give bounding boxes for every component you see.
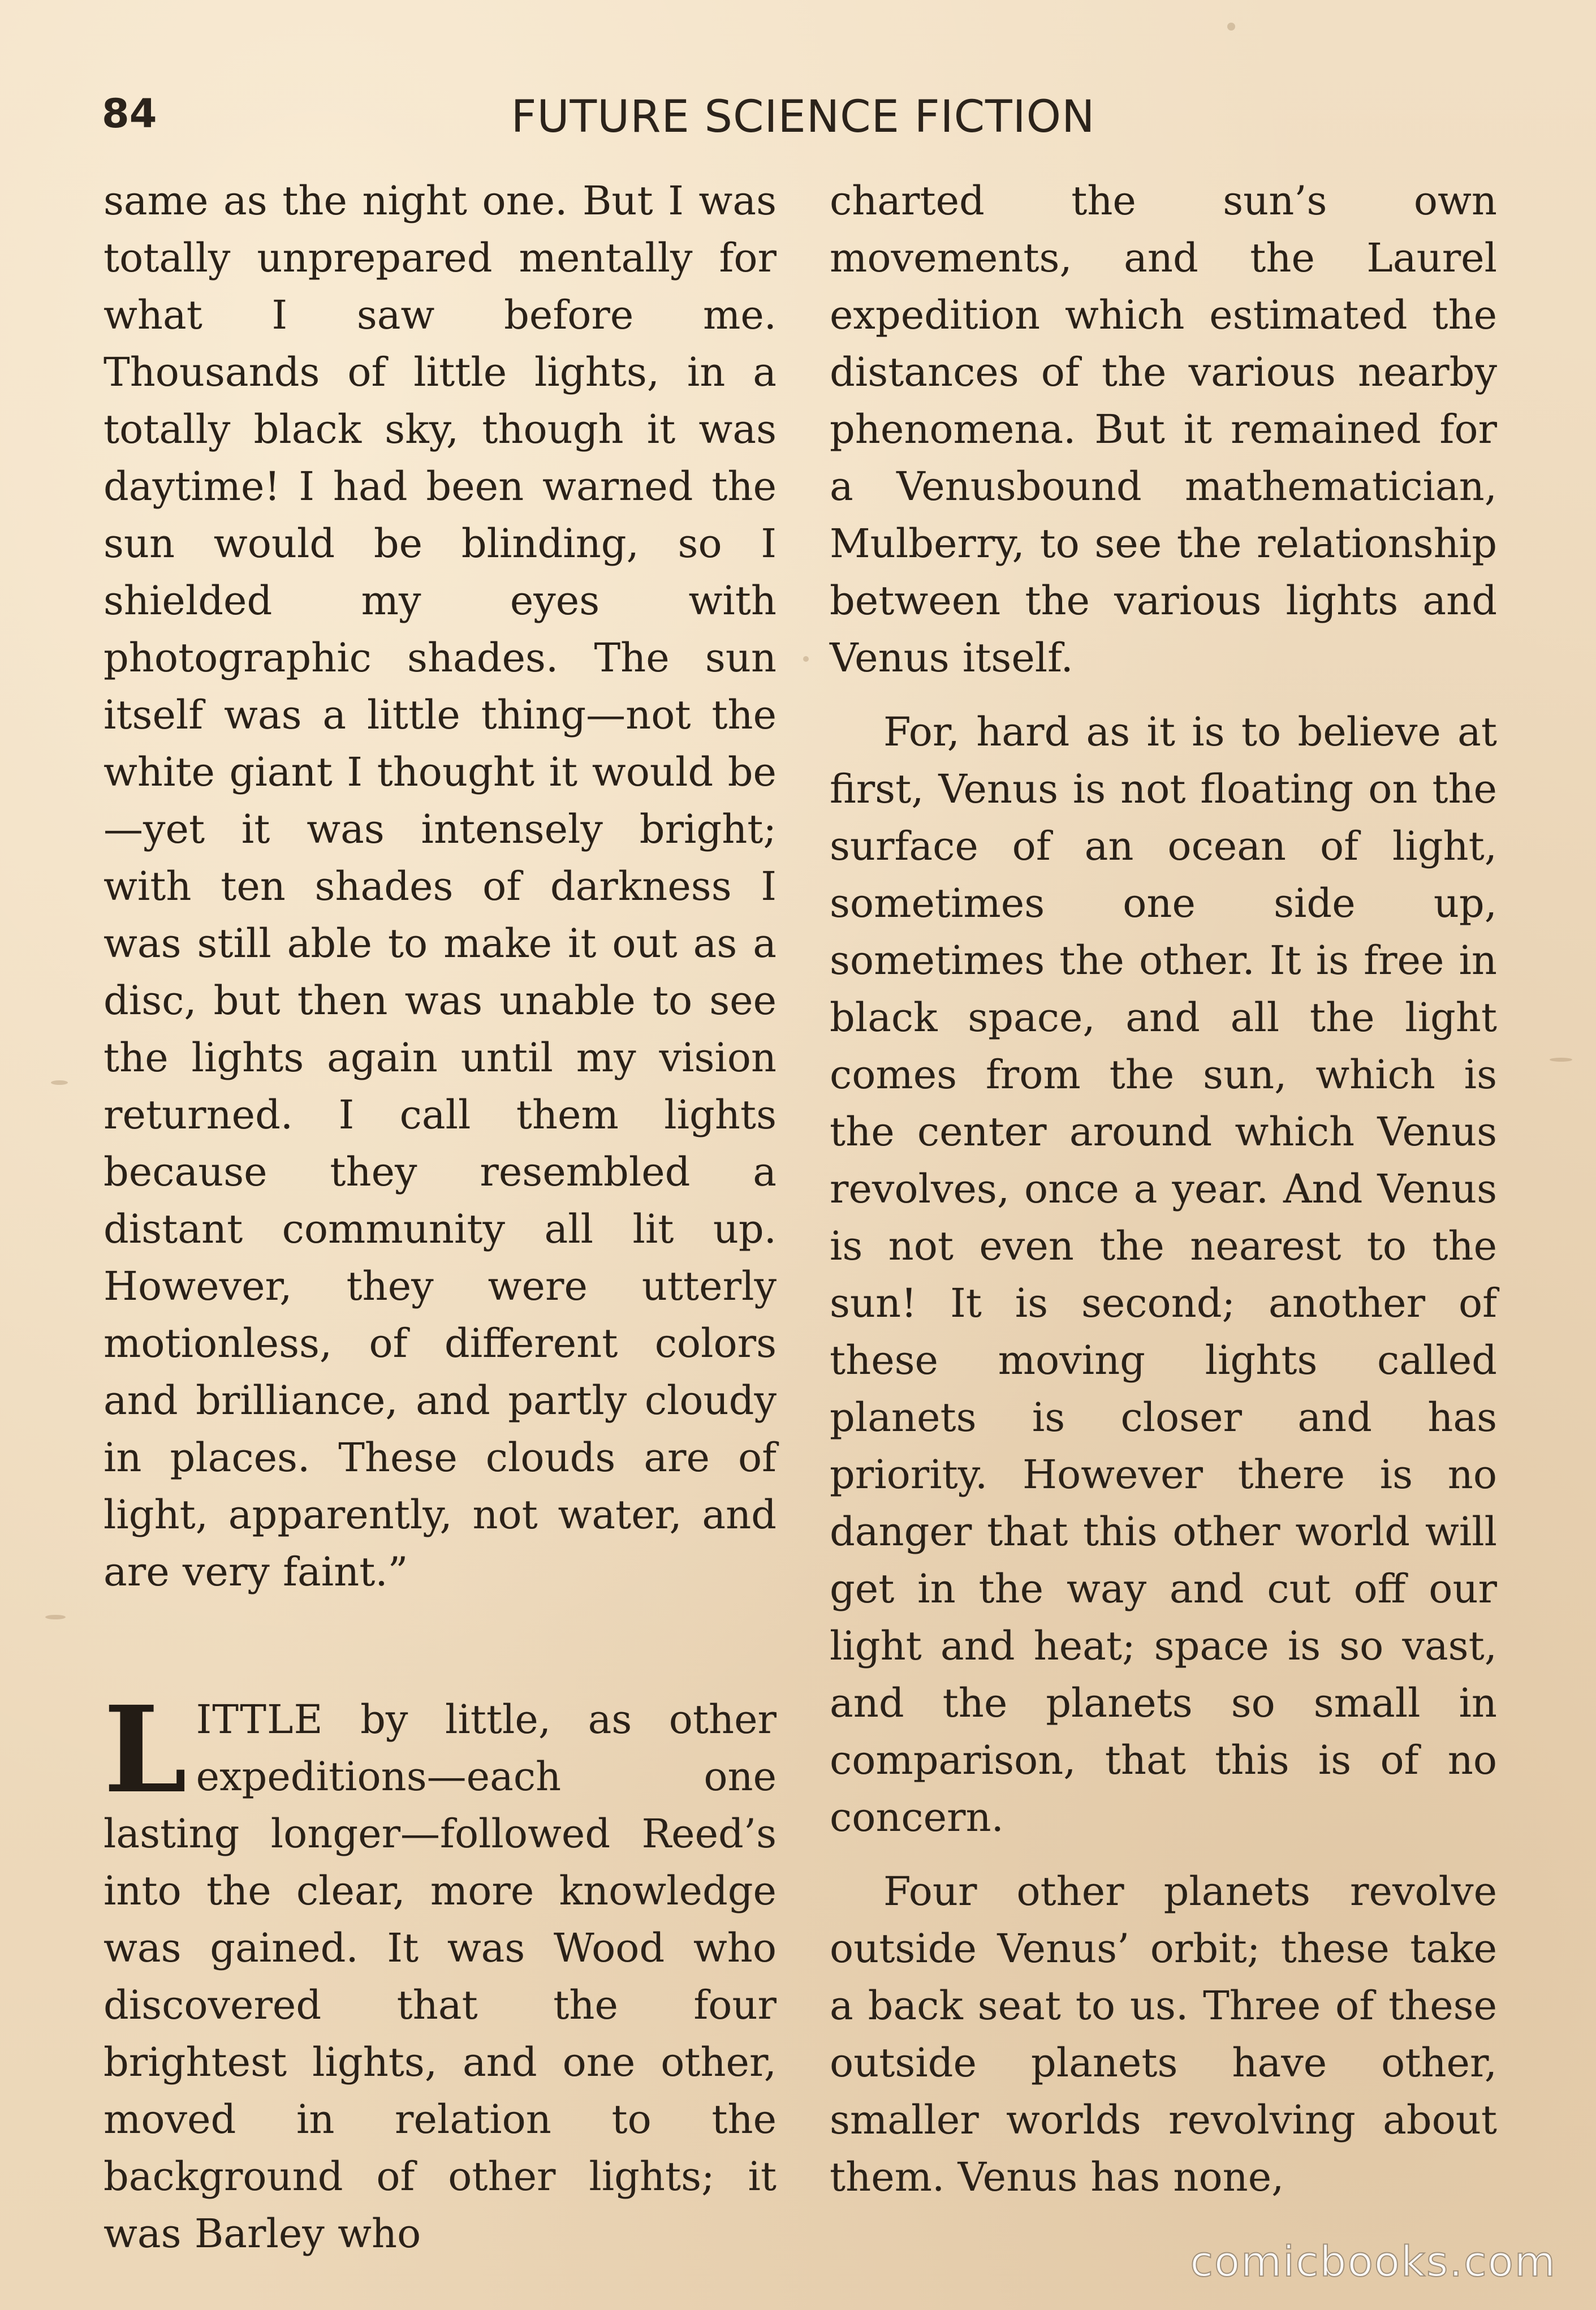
paper-speck xyxy=(803,656,809,662)
running-title: FUTURE SCIENCE FICTION xyxy=(511,92,1095,143)
watermark: comicbooks.com xyxy=(1190,2238,1556,2286)
paper-speck xyxy=(1550,1058,1572,1062)
paper-speck xyxy=(45,1615,66,1619)
left-paragraph-1: same as the night one. But I was totally unprepared mentally for what I saw before me. Thousands of little lights, in a totally black sky, though it was daytime! I had been warned the sun would be blinding, so I shielded my eyes with photographic shades. The sun itself was a little thing—not the white giant I thought it would be—yet it was intensely bright; with ten shades of darkness I was still able to make it out as a disc, but then was unable to see the lights again until my vision returned. I call them lights because they resembled a distant community all lit up. However, they were utterly motionless, of different colors and brilliance, and partly cloudy in places. These clouds are of light, apparently, not water, and are very faint.” xyxy=(103,178,777,1595)
left-paragraph-2-text: by little, as other expeditions—each one lasting longer—followed Reed’s into the clear, more knowledge was gained. It was Wood who discovered that the four brightest lights, and one other, moved in relation to the background of other lights; it was Barley who xyxy=(103,1696,777,2257)
right-paragraph-2: For, hard as it is to believe at first, Venus is not floating on the surface of an ocean of light, sometimes one side up, sometimes the other. It is free in black space, and all the light comes from the sun, which is the center around which Venus revolves, once a year. And Venus is not even the nearest to the sun! It is second; another of these moving lights called planets is closer and has priority. However there is no danger that this other world will get in the way and cut off our light and heat; space is so vast, and the planets so small in comparison, that this is of no concern. xyxy=(830,709,1497,1841)
paper-speck xyxy=(51,1080,68,1085)
lead-in-word: ITTLE xyxy=(196,1696,323,1743)
right-paragraph-3: Four other planets revolve outside Venus’ orbit; these take a back seat to us. Three of these outside planets have other, smaller worlds revolving about them. Venus has none, xyxy=(830,1868,1497,2200)
left-column xyxy=(103,173,777,2262)
page-header xyxy=(102,85,1504,153)
paper-speck xyxy=(1227,23,1235,31)
drop-cap: L xyxy=(103,1680,187,1820)
page-number: 84 xyxy=(102,90,157,137)
right-paragraph-1: charted the sun’s own movements, and the Laurel expedition which estimated the distances of the various nearby phenomena. But it remained for a Venusbound mathematician, Mulberry, to see the relationship between the various lights and Venus itself. xyxy=(830,178,1497,681)
right-column xyxy=(830,173,1497,2206)
section-break xyxy=(103,1601,777,1691)
left-paragraph-2 xyxy=(103,1680,777,2262)
